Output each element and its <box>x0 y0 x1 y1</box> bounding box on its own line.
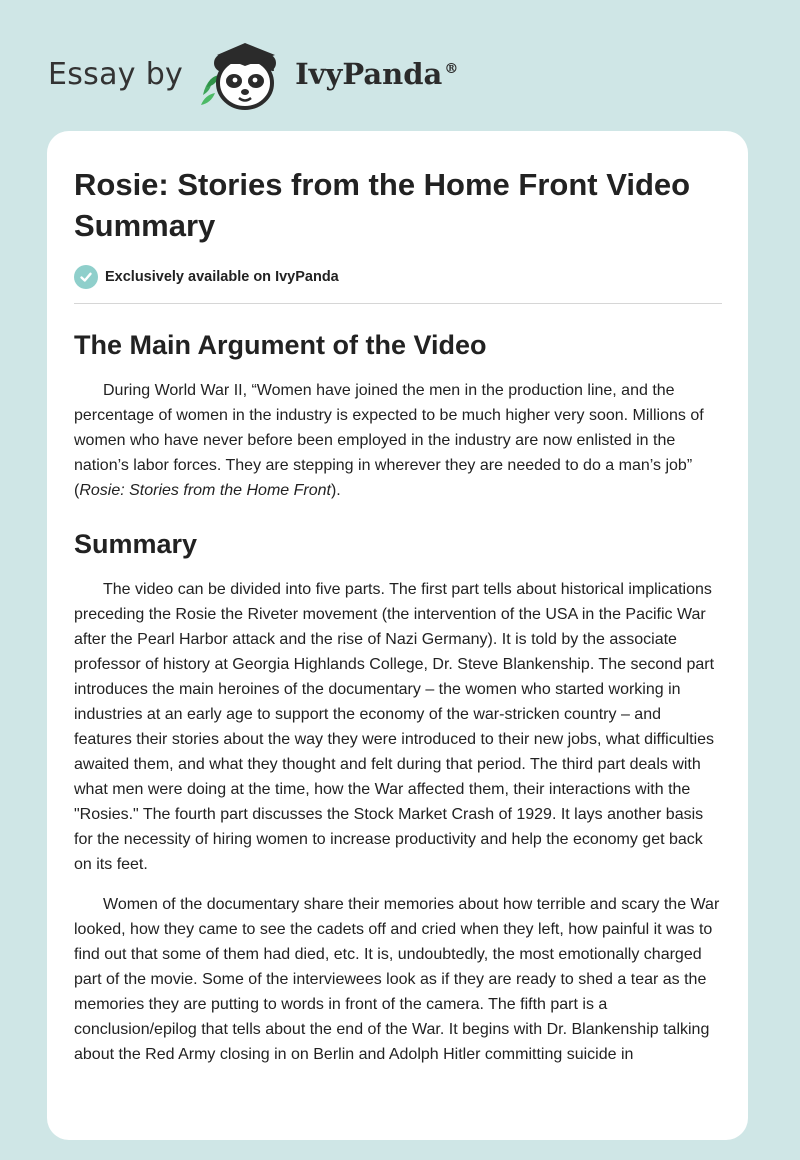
exclusive-badge <box>74 265 722 289</box>
paragraph: During World War II, “Women have joined the men in the production line, and the percentage of women in the industry is expected to be much higher very soon. Millions of women who have never before been employed in the industry are now enlisted in the nation’s labor forces. They are stepping in wherever they are needed to do a man’s job” (Rosie: Stories from the Home Front). <box>74 382 704 499</box>
paragraph: Women of the documentary share their memories about how terrible and scary the War looked, how they came to see the cadets off and cried when they left, how painful it was to find out that some of them had died, etc. It is, undoubtedly, the most emotionally charged part of the movie. Some of the interviewees look as if they are ready to shed a tear as the memories they are putting to words in front of the camera. The fifth part is a conclusion/epilog that tells about the end of the War. It begins with Dr. Blankenship talking about the Red Army closing in on Berlin and Adolph Hitler committing suicide in <box>74 896 720 1063</box>
brand-name: IvyPanda ® <box>295 57 459 91</box>
essay-content <box>74 131 722 1067</box>
paragraph: The video can be divided into five parts. The first part tells about historical implications preceding the Rosie the Riveter movement (the intervention of the USA in the Pacific War after the Pearl Harbor attack and the rise of Nazi Germany). It is told by the associate professor of history at Georgia Highlands College, Dr. Steve Blankenship. The second part introduces the main heroines of the documentary – the women who started working in industries at an early age to support the economy of the war-stricken country – and features their stories about the way they were introduced to their new jobs, what difficulties awaited them, and what they thought and felt during that period. The third part deals with what men were doing at the time, how the War affected them, their interactions with the "Rosies." The fourth part discusses the Stock Market Crash of 1929. It lays another basis for the necessity of hiring women to increase productivity and help the economy get back on its feet. <box>74 581 715 873</box>
citation: Rosie: Stories from the Home Front <box>79 482 331 499</box>
section-heading-summary: Summary <box>74 529 198 559</box>
essay-title: Rosie: Stories from the Home Front Video Summary <box>74 167 691 243</box>
check-icon <box>74 265 98 289</box>
panda-logo-icon <box>197 35 289 113</box>
section-heading-main-argument: The Main Argument of the Video <box>74 330 487 360</box>
exclusive-badge-label: Exclusively available on IvyPanda <box>105 269 339 285</box>
essay-card <box>47 131 748 1140</box>
brand-header <box>48 34 458 114</box>
brand-prefix: Essay by <box>48 56 184 92</box>
divider <box>74 303 722 304</box>
